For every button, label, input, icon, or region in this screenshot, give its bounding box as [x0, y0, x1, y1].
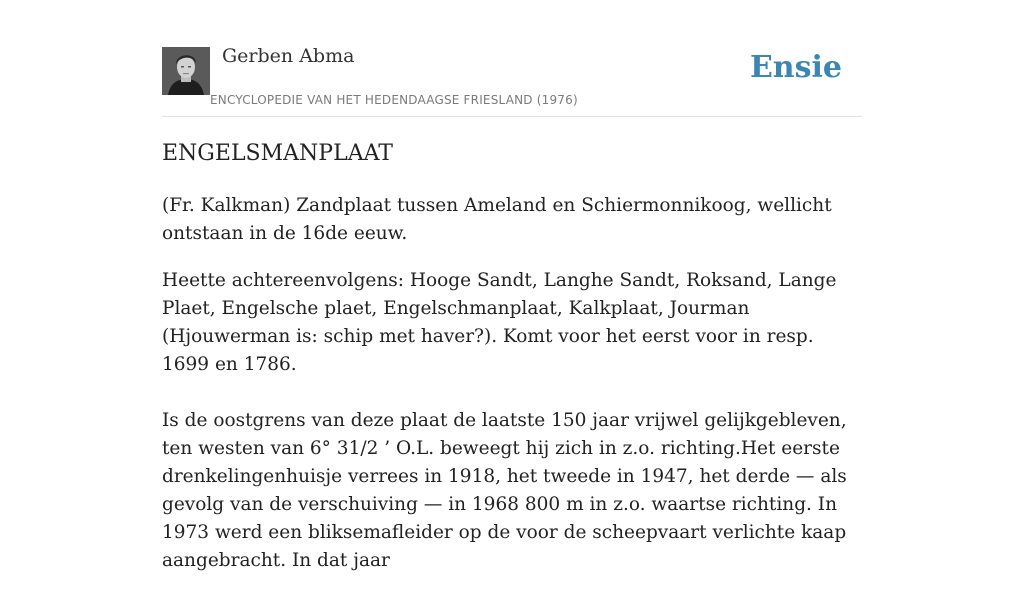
- ensie-logo[interactable]: Ensie: [749, 50, 842, 85]
- article-title: ENGELSMANPLAAT: [162, 141, 393, 166]
- article-header: [162, 0, 862, 117]
- paragraph-1: (Fr. Kalkman) Zandplaat tussen Ameland en Schiermonnikoog, wellicht ontstaan in de 16de eeuw.: [162, 195, 832, 244]
- paragraph-2: Heette achtereenvolgens: Hooge Sandt, Langhe Sandt, Roksand, Lange Plaet, Engelsche plaet, Engelschmanplaat, Kalkplaat, Jourman (Hjouwerman is: schip met haver?). Komt voor het eerst voor in resp. 1699 en 1786.: [162, 270, 837, 375]
- paragraph-3: Is de oostgrens van deze plaat de laatste 150 jaar vrijwel gelijkgebleven, ten westen van 6° 31/2 ’ O.L. beweegt hij zich in z.o. richting.Het eerste drenkelingenhuisje verrees in 1918, het tweede in 1947, het derde — als gevolg van de verschuiving — in 1968 800 m in z.o. waartse richting. In 1973 werd een bliksemafleider op de voor de scheepvaart verlichte kaap aangebracht. In dat jaar: [162, 410, 847, 571]
- author-portrait-icon: [162, 47, 210, 95]
- source-title[interactable]: ENCYCLOPEDIE VAN HET HEDENDAAGSE FRIESLAND (1976): [210, 93, 578, 107]
- article-container: [162, 0, 862, 571]
- author-name[interactable]: Gerben Abma: [222, 45, 355, 67]
- author-avatar[interactable]: [162, 47, 210, 95]
- article-body: [162, 192, 862, 594]
